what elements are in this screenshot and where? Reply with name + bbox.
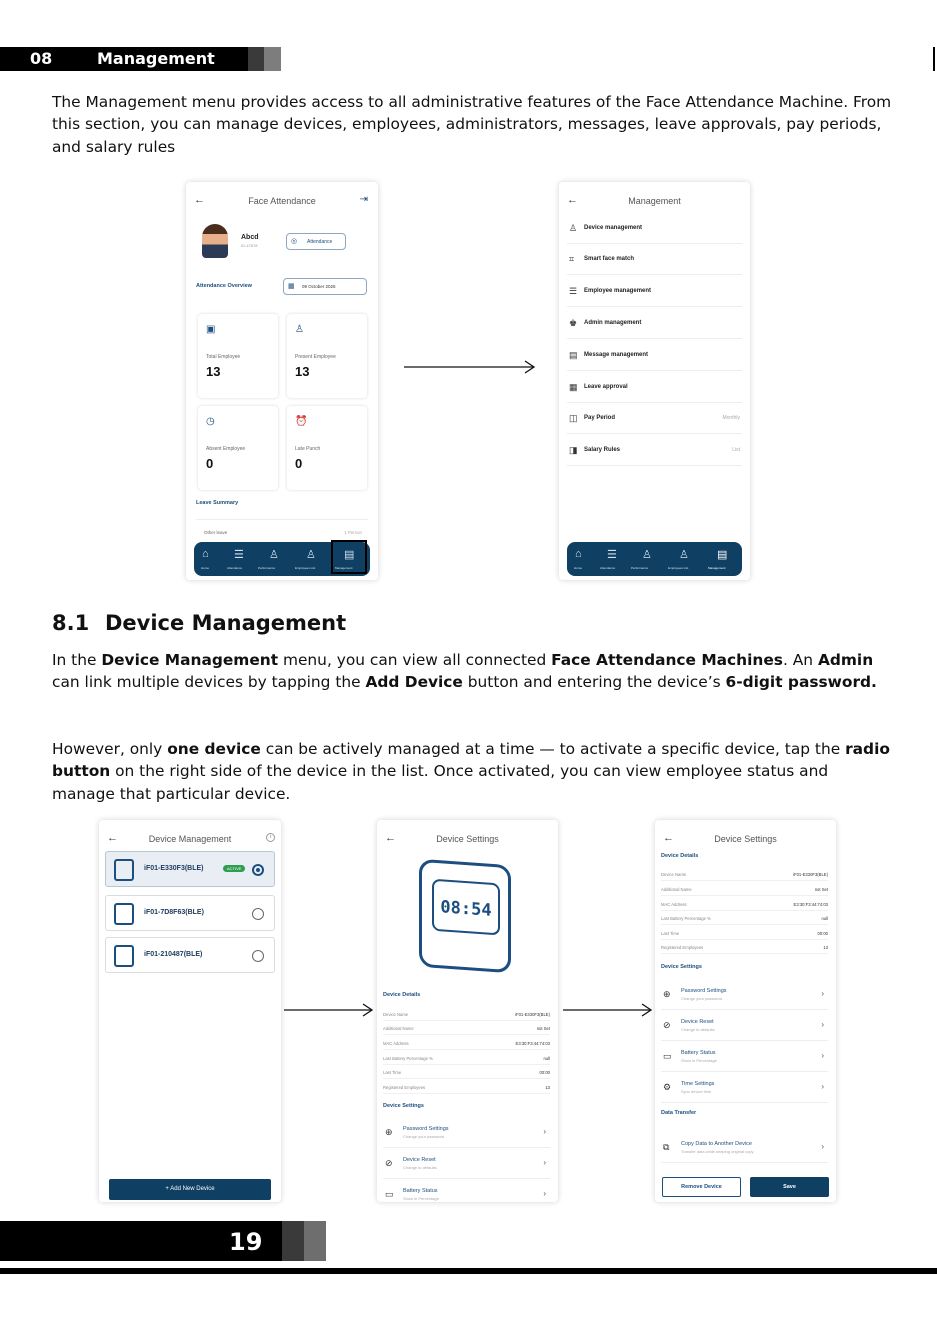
calendar-icon: ▦ bbox=[569, 382, 578, 392]
menu-item-label: Message management bbox=[584, 352, 649, 358]
date-value: 09 October 2025 bbox=[302, 284, 336, 289]
setting-item-reset[interactable] bbox=[383, 1149, 550, 1179]
arrow-icon bbox=[563, 1003, 655, 1017]
leave-row bbox=[196, 519, 368, 533]
face-scan-icon: ⌗ bbox=[569, 254, 575, 264]
lock-icon: ⊕ bbox=[385, 1127, 393, 1137]
stat-value: 0 bbox=[295, 456, 303, 471]
setting-sub: Show in Percentage bbox=[403, 1196, 439, 1201]
setting-sub: Change your password bbox=[681, 996, 723, 1001]
device-details-label: Device Details bbox=[661, 853, 699, 859]
leave-row-value: 1 Person bbox=[343, 530, 362, 535]
add-device-button[interactable]: + Add New Device bbox=[109, 1179, 271, 1200]
device-icon bbox=[114, 945, 134, 967]
gear-icon: ⚙ bbox=[663, 1082, 672, 1092]
admin-icon: ♚ bbox=[569, 318, 578, 328]
home-icon[interactable]: ⌂ bbox=[202, 548, 209, 560]
nav-label: Management bbox=[335, 566, 353, 570]
page-number: 19 bbox=[229, 1228, 263, 1256]
menu-item-value: List bbox=[732, 447, 740, 453]
back-arrow-icon[interactable]: ← bbox=[107, 832, 118, 844]
menu-item-label: Leave approval bbox=[584, 384, 628, 390]
copy-icon: ⧉ bbox=[663, 1142, 670, 1152]
nav-label: Performance bbox=[631, 566, 649, 570]
nav-label: Attendance bbox=[600, 566, 616, 570]
back-arrow-icon[interactable]: ← bbox=[194, 194, 205, 206]
stat-label: Absent Employee bbox=[206, 446, 246, 452]
detail-row: MAC Address E3:30:F3:44:74:03 bbox=[383, 1038, 550, 1050]
user-id: ID-47878 bbox=[241, 243, 258, 248]
attendance-button-label: Attendance bbox=[307, 239, 333, 245]
calendar-icon: ▦ bbox=[288, 283, 295, 290]
setting-item-time[interactable] bbox=[661, 1073, 828, 1103]
management-icon[interactable]: ▤ bbox=[717, 549, 728, 561]
menu-item-label: Admin management bbox=[584, 320, 642, 326]
stat-value: 0 bbox=[206, 456, 214, 471]
reset-icon: ⊘ bbox=[385, 1158, 393, 1168]
clock-icon: ◷ bbox=[206, 416, 215, 427]
stat-card-present[interactable] bbox=[287, 314, 367, 398]
device-settings-detail-screenshot bbox=[655, 820, 836, 1202]
device-name: iF01-E330F3(BLE) bbox=[144, 865, 204, 872]
detail-row: MAC Address E3:30:F3:44:74:03 bbox=[661, 899, 828, 911]
detail-row: Last Battery Percentage % null bbox=[383, 1053, 550, 1065]
management-screenshot bbox=[559, 182, 750, 580]
detail-row: Last Time 00:00 bbox=[383, 1067, 550, 1079]
setting-sub: Change your password bbox=[403, 1134, 445, 1139]
leave-summary-label: Leave Summary bbox=[196, 500, 239, 506]
device-radio[interactable] bbox=[252, 864, 264, 876]
menu-item-value: Monthly bbox=[722, 415, 740, 421]
detail-row: Device Name iF01-E330F3(BLE) bbox=[383, 1009, 550, 1021]
menu-item-admin-management[interactable] bbox=[567, 309, 742, 339]
employees-icon[interactable]: ♙ bbox=[306, 549, 316, 561]
device-item[interactable] bbox=[105, 851, 275, 887]
chevron-right-icon: › bbox=[821, 989, 824, 998]
battery-icon: ▭ bbox=[663, 1051, 672, 1061]
fingerprint-icon: ◎ bbox=[291, 238, 298, 245]
clock-device-image bbox=[419, 859, 511, 973]
attendance-list-icon[interactable]: ☰ bbox=[607, 549, 617, 561]
device-radio[interactable] bbox=[252, 950, 264, 962]
chevron-right-icon: › bbox=[543, 1189, 546, 1198]
nav-label: Home bbox=[574, 566, 583, 570]
rules-icon: ◨ bbox=[569, 445, 578, 455]
chevron-right-icon: › bbox=[821, 1142, 824, 1151]
date-picker[interactable] bbox=[283, 278, 367, 295]
stat-label: Late Punch bbox=[295, 446, 321, 452]
back-arrow-icon[interactable]: ← bbox=[385, 832, 396, 844]
menu-item-smart-face-match[interactable] bbox=[567, 245, 742, 275]
leave-row-label: Other leave bbox=[204, 530, 228, 535]
detail-row: Device Name iF01-E330F3(BLE) bbox=[661, 869, 828, 881]
detail-row: Registered Employees 13 bbox=[661, 942, 828, 954]
chapter-number: 08 bbox=[30, 49, 53, 68]
info-icon[interactable]: i bbox=[266, 833, 275, 842]
menu-item-pay-period[interactable] bbox=[567, 404, 742, 434]
building-icon: ▣ bbox=[206, 324, 216, 335]
setting-item-password[interactable] bbox=[383, 1118, 550, 1148]
menu-item-label: Device management bbox=[584, 225, 643, 231]
menu-item-message-management[interactable] bbox=[567, 341, 742, 371]
footer-rule bbox=[0, 1268, 937, 1274]
data-transfer-label: Data Transfer bbox=[661, 1110, 697, 1116]
detail-row: Additional Name not Set bbox=[661, 884, 828, 896]
person-check-icon: ♙ bbox=[295, 324, 304, 335]
setting-label: Password Settings bbox=[681, 988, 727, 994]
remove-device-button[interactable]: Remove Device bbox=[662, 1177, 741, 1197]
menu-item-label: Salary Rules bbox=[584, 447, 621, 453]
back-arrow-icon[interactable]: ← bbox=[663, 832, 674, 844]
bottom-nav bbox=[194, 542, 370, 576]
list-icon: ☰ bbox=[569, 286, 578, 296]
chevron-right-icon: › bbox=[821, 1082, 824, 1091]
lock-icon: ⊕ bbox=[663, 989, 671, 999]
chevron-right-icon: › bbox=[543, 1158, 546, 1167]
header-accent-light bbox=[264, 47, 281, 71]
setting-label: Password Settings bbox=[403, 1126, 449, 1132]
detail-row: Additional Name not Set bbox=[383, 1023, 550, 1035]
stat-label: Total Employee bbox=[206, 354, 241, 360]
home-icon[interactable]: ⌂ bbox=[575, 548, 582, 560]
device-radio[interactable] bbox=[252, 908, 264, 920]
device-item[interactable] bbox=[105, 937, 275, 973]
active-device-paragraph: However, only one device can be actively managed at a time — to activate a specific device, tap the radio button on the right side of the device in the list. Once activated, you can view employee status and manage that particular device. bbox=[52, 740, 890, 803]
nav-label: Employees List bbox=[668, 566, 689, 570]
device-management-paragraph: In the Device Management menu, you can view all connected Face Attendance Machines. An Admin can link multiple devices by tapping the Add Device button and entering the device’s 6-digit password. bbox=[52, 651, 877, 692]
logout-icon[interactable]: ⇥ bbox=[359, 194, 368, 205]
device-item[interactable] bbox=[105, 895, 275, 931]
screen-title: Device Settings bbox=[714, 834, 777, 844]
back-arrow-icon[interactable]: ← bbox=[567, 194, 578, 206]
footer-accent-light bbox=[304, 1221, 326, 1261]
nav-label: Attendance bbox=[227, 566, 243, 570]
screen-title: Device Management bbox=[148, 834, 232, 844]
attendance-button[interactable] bbox=[286, 233, 346, 250]
arrow-icon bbox=[284, 1003, 376, 1017]
employees-icon[interactable]: ♙ bbox=[679, 549, 689, 561]
stat-label: Present Employee bbox=[295, 354, 336, 360]
device-icon bbox=[114, 859, 134, 881]
setting-item-battery[interactable] bbox=[661, 1042, 828, 1072]
setting-sub: Show in Percentage bbox=[681, 1058, 717, 1063]
stat-card-absent[interactable] bbox=[198, 406, 278, 490]
setting-item-password[interactable] bbox=[661, 980, 828, 1010]
detail-row: Registered Employees 13 bbox=[383, 1082, 550, 1094]
setting-item-copy-data[interactable] bbox=[661, 1133, 828, 1163]
reset-icon: ⊘ bbox=[663, 1020, 671, 1030]
performance-icon[interactable]: ♙ bbox=[269, 549, 279, 561]
attendance-list-icon[interactable]: ☰ bbox=[234, 549, 244, 561]
screen-title: Face Attendance bbox=[248, 196, 316, 206]
setting-label: Battery Status bbox=[403, 1188, 438, 1194]
message-icon: ▤ bbox=[569, 350, 578, 360]
setting-sub: Transfer data while keeping original copy bbox=[681, 1149, 754, 1154]
chevron-right-icon: › bbox=[821, 1020, 824, 1029]
menu-item-employee-management[interactable] bbox=[567, 277, 742, 307]
nav-label: Performance bbox=[258, 566, 276, 570]
save-button[interactable]: Save bbox=[750, 1177, 829, 1197]
stat-value: 13 bbox=[206, 364, 221, 379]
menu-item-label: Pay Period bbox=[584, 415, 616, 421]
highlight-box bbox=[331, 540, 367, 574]
device-icon: ♙ bbox=[569, 223, 578, 233]
device-settings-label: Device Settings bbox=[383, 1103, 424, 1109]
chapter-title: Management bbox=[97, 49, 215, 68]
avatar bbox=[202, 224, 228, 258]
header-accent-dark bbox=[248, 47, 264, 71]
menu-item-salary-rules[interactable] bbox=[567, 436, 742, 466]
section-number: 8.1 bbox=[52, 611, 90, 635]
nav-label: Management bbox=[708, 566, 726, 570]
device-settings-screenshot bbox=[377, 820, 558, 1202]
status-badge: ACTIVE bbox=[223, 865, 245, 872]
chevron-right-icon: › bbox=[543, 1127, 546, 1136]
setting-item-reset[interactable] bbox=[661, 1011, 828, 1041]
device-details-label: Device Details bbox=[383, 992, 421, 998]
battery-icon: ▭ bbox=[385, 1189, 394, 1199]
overview-label: Attendance Overview bbox=[196, 283, 252, 289]
setting-label: Battery Status bbox=[681, 1050, 716, 1056]
chevron-right-icon: › bbox=[821, 1051, 824, 1060]
setting-item-battery[interactable] bbox=[383, 1180, 550, 1202]
detail-row: Last Battery Percentage % null bbox=[661, 913, 828, 925]
page-edge-mark bbox=[933, 47, 935, 71]
stat-value: 13 bbox=[295, 364, 310, 379]
setting-label: Device Reset bbox=[403, 1157, 436, 1163]
clock-time: 08:54 bbox=[440, 897, 492, 921]
device-name: iF01-7D8F63(BLE) bbox=[144, 909, 204, 916]
nav-label: Employees List bbox=[295, 566, 316, 570]
device-management-screenshot bbox=[99, 820, 281, 1202]
setting-label: Device Reset bbox=[681, 1019, 714, 1025]
bottom-nav bbox=[567, 542, 742, 576]
intro-paragraph: The Management menu provides access to all administrative features of the Face Attendance Machine. From this section, you can manage devices, employees, administrators, messages, leave approvals, pay periods, and salary rules bbox=[52, 93, 892, 156]
section-title: Device Management bbox=[105, 611, 347, 635]
performance-icon[interactable]: ♙ bbox=[642, 549, 652, 561]
menu-item-leave-approval[interactable] bbox=[567, 373, 742, 403]
menu-item-label: Smart face match bbox=[584, 256, 635, 262]
footer-accent-dark bbox=[282, 1221, 304, 1261]
wallet-icon: ◫ bbox=[569, 413, 578, 423]
setting-sub: Change to defaults bbox=[681, 1027, 715, 1032]
detail-row: Last Time 00:00 bbox=[661, 928, 828, 940]
alarm-icon: ⏰ bbox=[295, 416, 308, 427]
device-name: iF01-210487(BLE) bbox=[144, 951, 203, 958]
arrow-icon bbox=[404, 360, 538, 374]
user-name: Abcd bbox=[241, 234, 259, 241]
stat-card-total[interactable] bbox=[198, 314, 278, 398]
setting-sub: Change to defaults bbox=[403, 1165, 437, 1170]
nav-label: Home bbox=[201, 566, 210, 570]
setting-label: Time Settings bbox=[681, 1081, 715, 1087]
setting-sub: Sync device time bbox=[681, 1089, 712, 1094]
setting-label: Copy Data to Another Device bbox=[681, 1141, 752, 1147]
screen-title: Management bbox=[628, 196, 681, 206]
management-icon[interactable]: ▤ bbox=[344, 549, 355, 561]
stat-card-late[interactable] bbox=[287, 406, 367, 490]
device-settings-label: Device Settings bbox=[661, 964, 702, 970]
face-attendance-screenshot bbox=[186, 182, 378, 580]
screen-title: Device Settings bbox=[436, 834, 499, 844]
menu-item-device-management[interactable] bbox=[567, 214, 742, 244]
menu-item-label: Employee management bbox=[584, 288, 652, 294]
device-icon bbox=[114, 903, 134, 925]
